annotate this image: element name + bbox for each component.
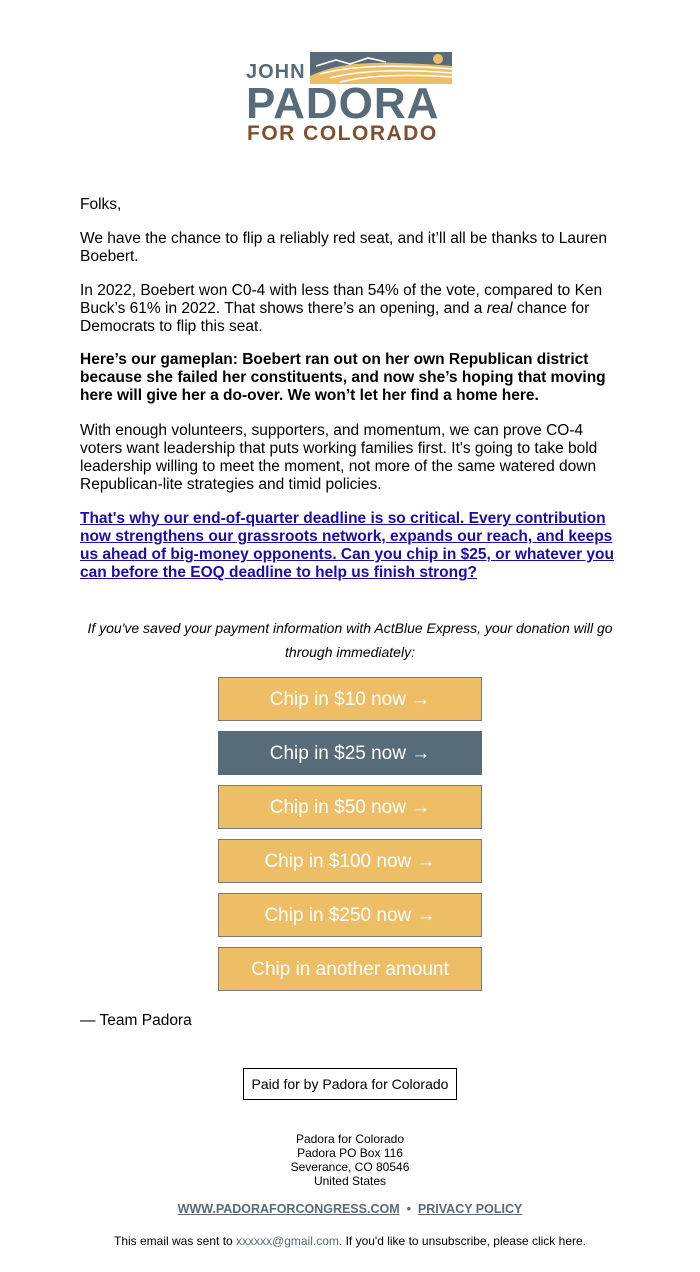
address-line: Padora PO Box 116 [297, 1146, 403, 1160]
footer-links [100, 1202, 600, 1216]
logo-first-name: JOHN [246, 61, 306, 83]
cta-donate-link[interactable]: That's why our end-of-quarter deadline is so critical. Every contribution now strengthens our grassroots network, expands our reach, and keeps us ahead of big-money opponents. Can you chip in $25, or whatever you can before the EOQ deadline to help us finish strong? [80, 510, 614, 581]
actblue-note: If you've saved your payment information with ActBlue Express, your donation will go through immediately: [87, 620, 613, 660]
greeting: Folks, [80, 196, 122, 213]
logo-tagline: FOR COLORADO [247, 122, 438, 145]
unsubscribe-notice: This email was sent to xxxxxx@gmail.com. If you'd like to unsubscribe, please click here. [113, 1234, 586, 1248]
privacy-policy-link[interactable]: PRIVACY POLICY [417, 1202, 523, 1216]
paragraph-3: Here’s our gameplan: Boebert ran out on her own Republican district because she failed her constituents, and now she’s hoping that moving here will give her a do-over. We won’t let her find a home here. [80, 351, 606, 404]
address-line: Padora for Colorado [295, 1132, 405, 1146]
paragraph-1: We have the chance to flip a reliably red seat, and it’ll all be thanks to Lauren Boebert. [80, 230, 608, 265]
chip-50-button[interactable]: Chip in $50 now → [218, 785, 482, 829]
chip-100-button[interactable]: Chip in $100 now → [218, 839, 482, 883]
paragraph-4: With enough volunteers, supporters, and momentum, we can prove CO-4 voters want leadership that puts working families first. It's going to take bold leadership willing to meet the moment, not more of the same watered down Republican-lite strategies and timid policies. [80, 422, 598, 493]
link-separator: • [406, 1202, 411, 1216]
address-line: United States [313, 1174, 387, 1188]
chip-10-button[interactable]: Chip in $10 now → [218, 677, 482, 721]
mailing-address [200, 1132, 500, 1188]
campaign-logo [246, 52, 456, 144]
chip-250-button[interactable]: Chip in $250 now → [218, 893, 482, 937]
chip-25-button[interactable]: Chip in $25 now → [218, 731, 482, 775]
paid-for-disclaimer: Paid for by Padora for Colorado [243, 1068, 457, 1100]
paragraph-2: In 2022, Boebert won C0-4 with less than 54% of the vote, compared to Ken Buck’s 61% in 2022. That shows there’s an opening, and a real chance for Democrats to flip this seat. [80, 282, 603, 335]
logo-last-name: PADORA [246, 79, 440, 128]
signature: — Team Padora [80, 1012, 192, 1029]
website-link[interactable]: WWW.PADORAFORCONGRESS.COM [177, 1202, 400, 1216]
cta-paragraph [80, 510, 625, 582]
recipient-email: xxxxxx@gmail.com [236, 1234, 339, 1248]
chip-other-amount-button[interactable]: Chip in another amount [218, 947, 482, 991]
address-line: Severance, CO 80546 [290, 1160, 410, 1174]
unsubscribe-link[interactable]: . If you'd like to unsubscribe, please click here. [338, 1234, 586, 1248]
emphasis-real: real [486, 300, 513, 317]
